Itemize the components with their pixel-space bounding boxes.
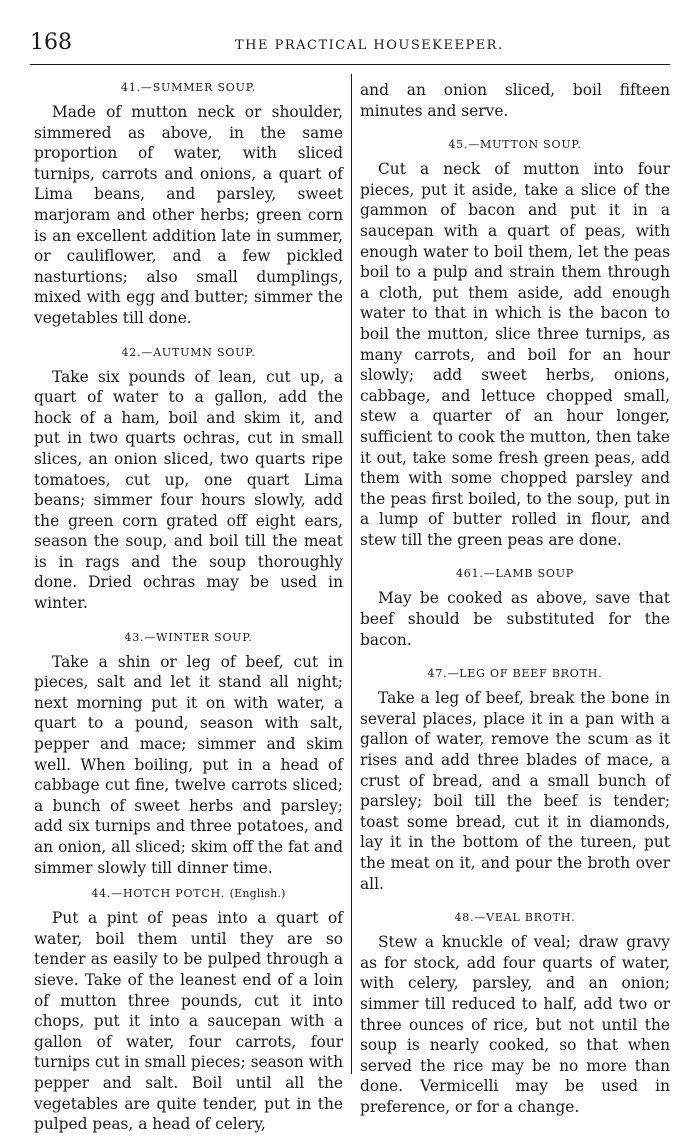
recipe-text-continued: and an onion sliced, boil fifteen minutes and serve. xyxy=(360,81,670,120)
recipe-text: Put a pint of peas into a quart of water, boil them until they are so tender as easily to be pulped through a sieve. Take of the leanest end of a loin of mutton three pounds, cut it into chops, put it into a saucepan with a gallon of water, four carrots, four turnips cut in small pieces; season with pepper and salt. Boil until all the vegetables are quite tender, put in the pulped peas, a head of celery, xyxy=(34,909,343,1134)
recipe-lamb-soup xyxy=(360,566,670,650)
recipe-text: Stew a knuckle of veal; draw gravy as for stock, add four quarts of water, with celery, parsley, and an onion; simmer till reduced to half, add two or three ounces of rice, but not until the soup is nearly cooked, so that when served the rice may be no more than done. Vermicelli may be used in preference, or for a change. xyxy=(360,933,670,1116)
recipe-mutton-soup xyxy=(360,137,670,550)
recipe-title xyxy=(34,886,343,902)
right-column xyxy=(360,80,670,1118)
column-divider xyxy=(351,74,352,1074)
recipe-title-subtitle: (English.) xyxy=(229,887,286,901)
recipe-text: Take a shin or leg of beef, cut in pieces, salt and let it stand all night; next morning put it on with water, a quart to a pound, season with salt, pepper and mace; simmer and skim well. When boiling, put in a head of cabbage cut fine, twelve carrots sliced; a bunch of sweet herbs and parsley; add six turnips and three potatoes, and an onion, all sliced; skim off the fat and simmer slowly till dinner time. xyxy=(34,652,343,877)
recipe-title: 45.—MUTTON SOUP. xyxy=(448,138,582,152)
recipe-text: Take a leg of beef, break the bone in several places, place it in a pan with a gallon of water, remove the scum as it rises and add three blades of mace, a crust of bread, and a small bunch of parsley; boil till the beef is tender; toast some bread, cut it in diamonds, lay it in the bottom of the tureen, put the meat on it, and pour the broth over all. xyxy=(360,689,670,893)
left-column xyxy=(34,80,343,1135)
recipe-summer-soup xyxy=(34,80,343,329)
recipe-title: 461.—LAMB SOUP xyxy=(455,567,574,581)
recipe-veal-broth xyxy=(360,910,670,1117)
recipe-text: Made of mutton neck or shoulder, simmered as above, in the same proportion of water, with sliced turnips, carrots and onions, a quart of Lima beans, and parsley, sweet marjoram and other herbs; green corn is an excellent addition late in summer, or cauliflower, and a few pickled nasturtions; also small dumplings, mixed with egg and butter; simmer the vegetables till done. xyxy=(34,103,343,327)
recipe-hotch-potch xyxy=(34,886,343,1135)
recipe-title: 48.—VEAL BROTH. xyxy=(454,911,576,925)
recipe-title: 41.—SUMMER SOUP. xyxy=(121,81,256,94)
recipe-text: Take six pounds of lean, cut up, a quart of water to a gallon, add the hock of a ham, boil and skim it, and put in two quarts ochras, cut in small slices, an onion sliced, two quarts ripe tomatoes, cut up, one quart Lima beans; simmer four hours slowly, add the green corn grated off eight ears, season the soup, and boil till the meat is in rags and the soup thoroughly done. Dried ochras may be used in winter. xyxy=(34,367,343,613)
page-number: 168 xyxy=(30,30,72,55)
recipe-title-main: 44.—HOTCH POTCH. xyxy=(91,887,226,901)
running-head: THE PRACTICAL HOUSEKEEPER. xyxy=(235,38,504,53)
recipe-winter-soup xyxy=(34,630,343,879)
recipe-title: 43.—WINTER SOUP. xyxy=(124,630,253,644)
recipe-text: Cut a neck of mutton into four pieces, put it aside, take a slice of the gammon of bacon and put it in a saucepan with a quart of peas, with enough water to boil them, let the peas boil to a pulp and strain them through a cloth, put them aside, add enough water to that in which is the bacon to boil the mutton, slice three turnips, as many carrots, and boil for an hour slowly; add sweet herbs, onions, cabbage, and lettuce chopped small, stew a quarter of an hour longer, sufficient to cook the mutton, then take it out, take some fresh green peas, add them with some chopped parsley and the peas first boiled, to the soup, put in a lump of butter rolled in flour, and stew till the green peas are done. xyxy=(360,160,670,549)
page-header xyxy=(30,30,670,65)
recipe-text: May be cooked as above, save that beef should be substituted for the bacon. xyxy=(360,589,670,649)
recipe-leg-of-beef-broth xyxy=(360,666,670,894)
recipe-title: 47.—LEG OF BEEF BROTH. xyxy=(427,667,603,681)
recipe-autumn-soup xyxy=(34,345,343,614)
recipe-title: 42.—AUTUMN SOUP. xyxy=(121,345,256,359)
